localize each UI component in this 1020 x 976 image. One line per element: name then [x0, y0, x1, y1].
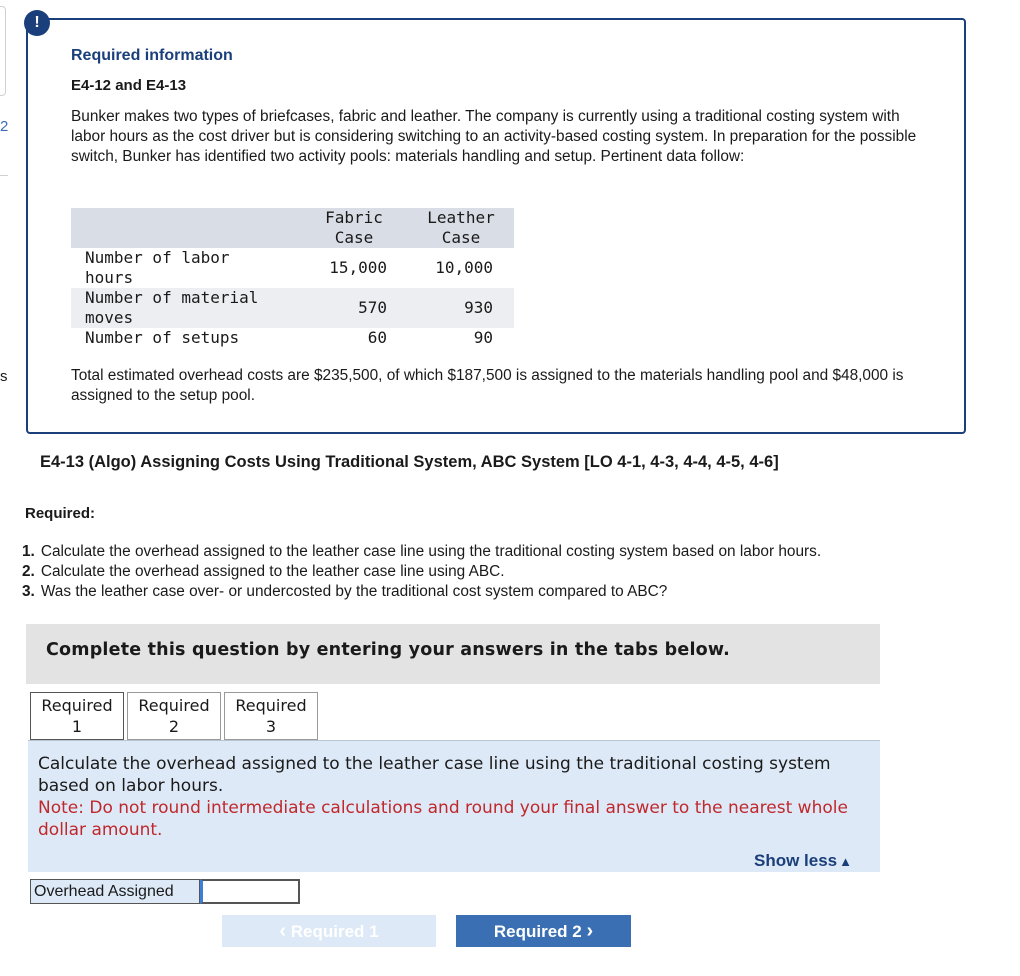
- column-header-text: Case: [441, 228, 481, 247]
- triangle-up-icon: ▲: [839, 854, 852, 869]
- overhead-assigned-input[interactable]: [200, 879, 300, 904]
- instructions-text: Complete this question by entering your answers in the tabs below.: [46, 640, 730, 660]
- info-paragraph: Bunker makes two types of briefcases, fabric and leather. The company is currently using a traditional costing system with labor hours as the cost driver but is considering switching to an activity-based costing system. In preparation for the possible switch, Bunker has identified two activity pools: materials handling and setup. Pertinent data follow:: [71, 108, 917, 165]
- requirements-list: [22, 542, 821, 602]
- chevron-right-icon: ›: [586, 920, 594, 942]
- info-total-costs: Total estimated overhead costs are $235,500, of which $187,500 is assigned to the materials handling pool and $48,000 is assigned to the setup pool.: [71, 367, 904, 404]
- tab-required-2[interactable]: [127, 692, 221, 740]
- list-item-number: 3.: [22, 583, 35, 600]
- info-title: Required information: [71, 47, 233, 64]
- panel-question: Calculate the overhead assigned to the leather case line using the traditional costing system based on labor hours.: [38, 754, 831, 796]
- list-item: [22, 582, 821, 602]
- column-header-text: Fabric: [325, 208, 383, 227]
- table-row: [71, 288, 514, 328]
- table-row: [71, 248, 514, 288]
- cell-fabric: 15,000: [329, 258, 387, 277]
- tab-label-number: 3: [265, 717, 277, 736]
- cell-fabric: 570: [358, 298, 387, 317]
- list-item: [22, 542, 821, 562]
- table-header-row: [71, 208, 514, 248]
- panel-note: Note: Do not round intermediate calculations and round your final answer to the nearest whole dollar amount.: [38, 798, 848, 840]
- cell-leather: 930: [464, 298, 493, 317]
- list-item-text: Calculate the overhead assigned to the leather case line using the traditional costing system based on labor hours.: [40, 543, 822, 560]
- edge-fragment-text: s: [0, 368, 8, 385]
- column-header-text: Case: [334, 228, 374, 247]
- cell-leather: 90: [473, 328, 493, 347]
- list-item-text: Was the leather case over- or undercosted by the traditional cost system compared to ABC?: [40, 583, 668, 600]
- problem-title: E4-13 (Algo) Assigning Costs Using Traditional System, ABC System [LO 4-1, 4-3, 4-4, 4-5, 4-6]: [40, 453, 779, 471]
- left-panel-edge: [0, 6, 6, 96]
- info-subtitle: E4-12 and E4-13: [71, 77, 187, 94]
- tab-required-3[interactable]: [224, 692, 318, 740]
- previous-required-button[interactable]: [222, 915, 436, 947]
- cell-leather: 10,000: [435, 258, 493, 277]
- tab-label: Required: [235, 696, 307, 715]
- row-label: Number of material moves: [85, 288, 259, 327]
- required-information-box: [26, 18, 966, 434]
- tab-label-number: 2: [168, 717, 180, 736]
- tab-label: Required: [138, 696, 210, 715]
- column-header-leather: [416, 208, 506, 248]
- edge-fragment-text: 2: [0, 118, 9, 135]
- edge-divider: [0, 175, 8, 176]
- row-label: Number of labor hours: [85, 248, 230, 287]
- column-header-text: Leather: [427, 208, 495, 227]
- tab-label-number: 1: [71, 717, 83, 736]
- list-item-number: 2.: [22, 563, 35, 580]
- overhead-assigned-label: Overhead Assigned: [30, 879, 200, 904]
- chevron-left-icon: ‹: [279, 920, 287, 942]
- data-table: [71, 208, 514, 348]
- row-label: Number of setups: [85, 328, 240, 347]
- list-item-text: Calculate the overhead assigned to the leather case line using ABC.: [40, 563, 505, 580]
- previous-button-label: Required 1: [290, 922, 379, 941]
- alert-icon: !: [24, 10, 50, 36]
- tab-required-1[interactable]: [30, 692, 124, 740]
- list-item: [22, 562, 821, 582]
- show-less-label: Show less: [753, 851, 838, 870]
- tab-panel: [28, 740, 880, 872]
- next-button-label: Required 2: [493, 922, 582, 941]
- list-item-number: 1.: [22, 543, 35, 560]
- cell-fabric: 60: [367, 328, 387, 347]
- show-less-button[interactable]: [754, 851, 852, 871]
- table-row: [71, 328, 514, 348]
- instructions-banner: [26, 624, 880, 684]
- required-label: Required:: [25, 505, 96, 522]
- tab-label: Required: [41, 696, 113, 715]
- column-header-fabric: [314, 208, 394, 248]
- next-required-button[interactable]: [456, 915, 631, 947]
